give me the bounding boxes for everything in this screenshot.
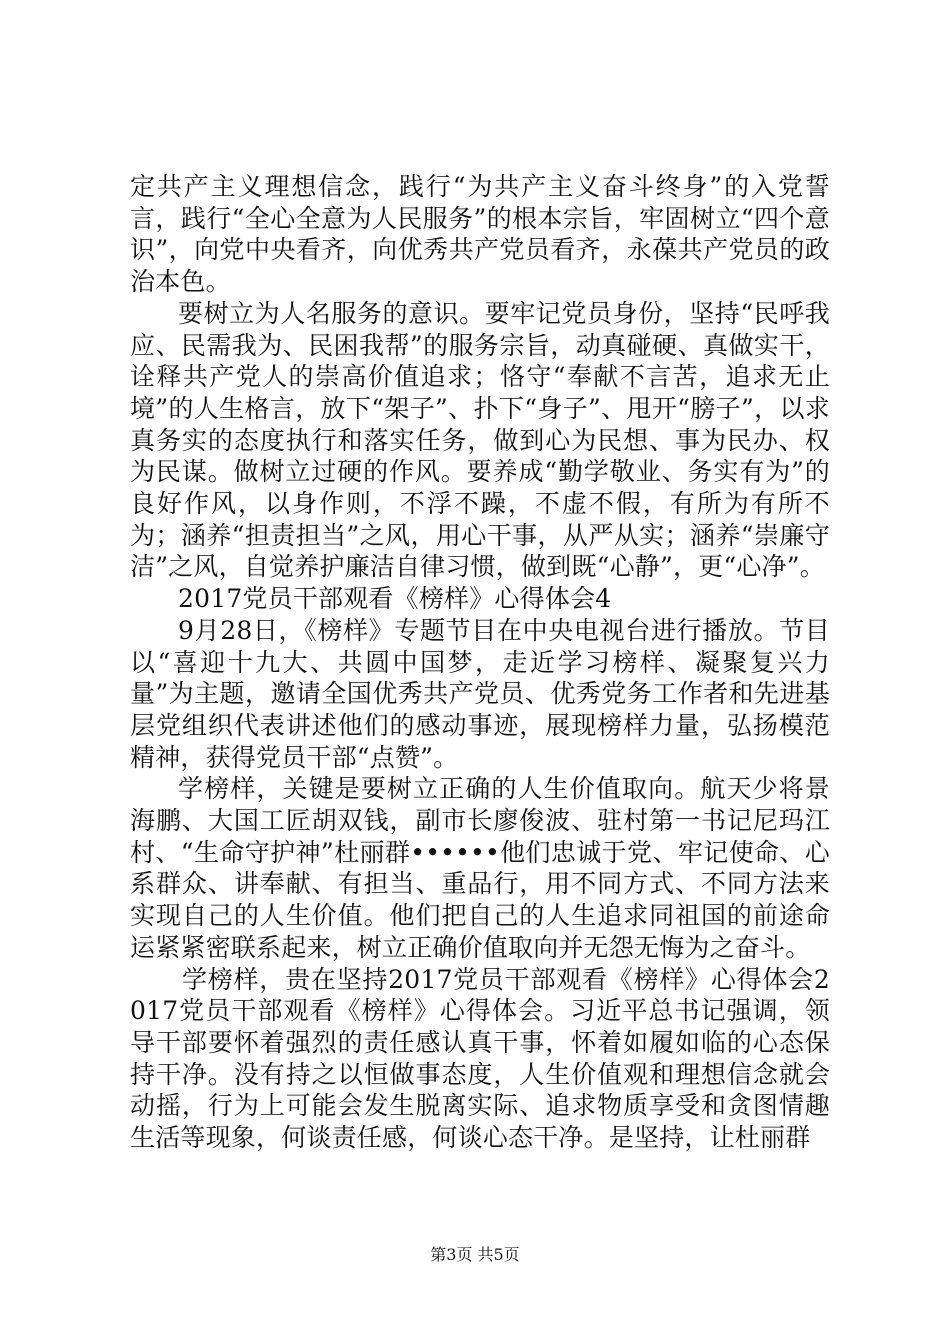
document-body (130, 171, 830, 1154)
paragraph-broadcast: 9月28日，《榜样》专题节目在中央电视台进行播放。节目以“喜迎十九大、共圆中国梦，走近学习榜样、凝聚复兴力量”为主题，邀请全国优秀共产党员、优秀党务工作者和先进基层党组织代表讲述他们的感动事迹，展现榜样力量，弘扬模范精神，获得党员干部“点赞”。 (130, 615, 830, 772)
paragraph-value-orientation: 学榜样，关键是要树立正确的人生价值取向。航天少将景海鹏、大国工匠胡双钱，副市长廖俊波、驻村第一书记尼玛江村、“生命守护神”杜丽群••••••他们忠诚于党、牢记使命、心系群众、讲奉献、有担当、重品行，用不同方式、不同方法来实现自己的人生价值。他们把自己的人生追求同祖国的前途命运紧紧密联系起来，树立正确价值取向并无怨无悔为之奋斗。 (130, 774, 830, 962)
paragraph-persistence: 学榜样，贵在坚持2017党员干部观看《榜样》心得体会2017党员干部观看《榜样》心得体会。习近平总书记强调，领导干部要怀着强烈的责任感认真干事，怀着如履如临的心态保持干净。没有持之以恒做事态度，人生价值观和理想信念就会动摇，行为上可能会发生脱离实际、追求物质享受和贪图情趣生活等现象，何谈责任感，何谈心态干净。是坚持，让杜丽群 (130, 964, 830, 1153)
paragraph-continuation: 定共产主义理想信念，践行“为共产主义奋斗终身”的入党誓言，践行“全心全意为人民服务”的根本宗旨，牢固树立“四个意识”，向党中央看齐，向优秀共产党员看齐，永葆共产党员的政治本色。 (130, 172, 830, 297)
page-number-footer: 第3页 共5页 (430, 1245, 520, 1264)
paragraph-service-awareness: 要树立为人名服务的意识。要牢记党员身份，坚持“民呼我应、民需我为、民困我帮”的服务宗旨，动真碰硬、真做实干，诠释共产党人的崇高价值追求；恪守“奉献不言苦，追求无止境”的人生格言，放下“架子”、扑下“身子”、甩开“膀子”，以求真务实的态度执行和落实任务，做到心为民想、事为民办、权为民谋。做树立过硬的作风。要养成“勤学敬业、务实有为”的良好作风，以身作则，不浮不躁，不虚不假，有所为有所不为；涵养“担责担当”之风，用心干事，从严从实；涵养“崇廉守洁”之风，自觉养护廉洁自律习惯，做到既“心静”，更“心净”。 (130, 298, 830, 582)
section-heading: 2017党员干部观看《榜样》心得体会4 (178, 584, 612, 614)
